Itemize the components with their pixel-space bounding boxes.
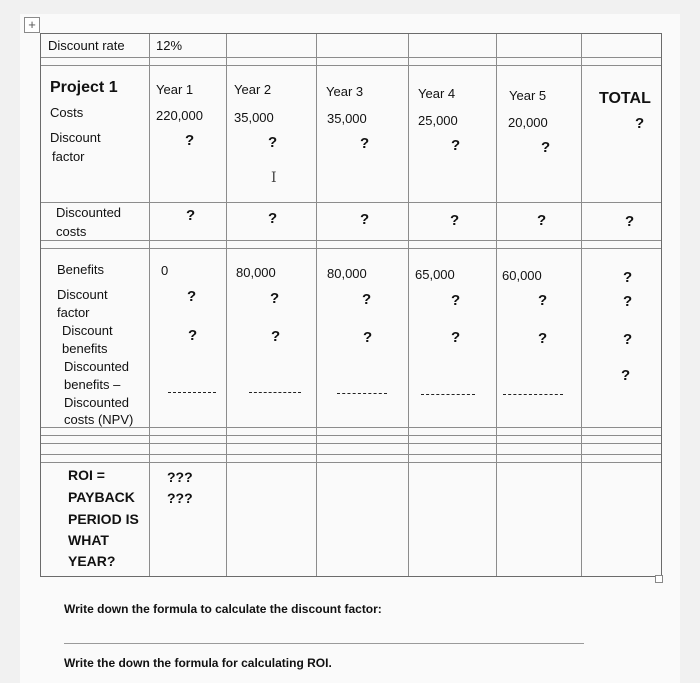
total-header: TOTAL bbox=[599, 90, 651, 107]
discounted-costs-year-5[interactable]: ? bbox=[537, 212, 547, 229]
year-3-header: Year 3 bbox=[326, 84, 364, 99]
npv-year-4-blank[interactable] bbox=[421, 394, 475, 395]
npv-label-4: costs (NPV) bbox=[64, 412, 134, 427]
discount-benefits-year-2[interactable]: ? bbox=[271, 328, 281, 345]
discounted-costs-year-1[interactable]: ? bbox=[186, 207, 196, 224]
roi-label: ROI = bbox=[68, 467, 105, 483]
benefits-factor-label-1: Discount bbox=[57, 287, 108, 302]
benefits-factor-label-2: factor bbox=[57, 305, 90, 320]
discount-factor-label-1: Discount bbox=[50, 130, 101, 145]
year-2-header: Year 2 bbox=[234, 82, 272, 97]
discount-factor-year-4[interactable]: ? bbox=[451, 137, 461, 154]
discount-factor-year-2[interactable]: ? bbox=[268, 134, 278, 151]
discount-benefits-year-5[interactable]: ? bbox=[538, 330, 548, 347]
discount-benefits-label-2: benefits bbox=[62, 341, 108, 356]
costs-total[interactable]: ? bbox=[635, 115, 645, 132]
benefits-total[interactable]: ? bbox=[623, 269, 633, 286]
discount-rate-label: Discount rate bbox=[48, 38, 125, 53]
npv-total[interactable]: ? bbox=[621, 367, 631, 384]
discounted-costs-year-3[interactable]: ? bbox=[360, 211, 370, 228]
npv-year-1-blank[interactable] bbox=[168, 392, 216, 393]
year-1-header: Year 1 bbox=[156, 82, 194, 97]
npv-table bbox=[40, 33, 662, 577]
discounted-costs-total[interactable]: ? bbox=[625, 213, 635, 230]
benefits-year-4[interactable]: 65,000 bbox=[415, 267, 455, 282]
benefits-factor-year-3[interactable]: ? bbox=[362, 291, 372, 308]
discounted-costs-year-4[interactable]: ? bbox=[450, 212, 460, 229]
discount-factor-year-3[interactable]: ? bbox=[360, 135, 370, 152]
npv-label-1: Discounted bbox=[64, 359, 130, 374]
discount-factor-year-5[interactable]: ? bbox=[541, 139, 551, 156]
text-cursor-icon: I bbox=[271, 170, 277, 186]
benefits-factor-year-4[interactable]: ? bbox=[451, 292, 461, 309]
benefits-label: Benefits bbox=[57, 262, 104, 277]
discounted-costs-year-2[interactable]: ? bbox=[268, 210, 278, 227]
costs-year-3[interactable]: 35,000 bbox=[327, 111, 367, 126]
costs-year-5[interactable]: 20,000 bbox=[508, 115, 548, 130]
discount-benefits-year-4[interactable]: ? bbox=[451, 329, 461, 346]
roi-formula-prompt: Write the down the formula for calculating ROI. bbox=[64, 656, 332, 670]
table-resize-handle[interactable] bbox=[655, 575, 663, 583]
benefits-factor-total[interactable]: ? bbox=[623, 293, 633, 310]
discount-benefits-total[interactable]: ? bbox=[623, 331, 633, 348]
payback-value[interactable]: ??? bbox=[167, 490, 193, 506]
payback-label-3: WHAT bbox=[68, 532, 109, 548]
payback-label-4: YEAR? bbox=[68, 553, 116, 569]
benefits-year-2[interactable]: 80,000 bbox=[236, 265, 276, 280]
discount-benefits-label-1: Discount bbox=[62, 323, 113, 338]
benefits-year-3[interactable]: 80,000 bbox=[327, 266, 367, 281]
costs-year-1[interactable]: 220,000 bbox=[156, 108, 203, 123]
benefits-year-1[interactable]: 0 bbox=[161, 263, 169, 278]
benefits-factor-year-5[interactable]: ? bbox=[538, 292, 548, 309]
year-5-header: Year 5 bbox=[509, 88, 547, 103]
npv-label-2: benefits – bbox=[64, 377, 121, 392]
npv-year-3-blank[interactable] bbox=[337, 393, 387, 394]
year-4-header: Year 4 bbox=[418, 86, 456, 101]
discounted-costs-label-2: costs bbox=[56, 224, 87, 239]
project-title: Project 1 bbox=[50, 79, 118, 96]
benefits-factor-year-1[interactable]: ? bbox=[187, 288, 197, 305]
npv-year-5-blank[interactable] bbox=[503, 394, 563, 395]
discount-factor-year-1[interactable]: ? bbox=[185, 132, 195, 149]
discounted-costs-label-1: Discounted bbox=[56, 205, 122, 220]
discount-benefits-year-1[interactable]: ? bbox=[188, 327, 198, 344]
payback-label-1: PAYBACK bbox=[68, 489, 135, 505]
costs-year-4[interactable]: 25,000 bbox=[418, 113, 458, 128]
benefits-year-5[interactable]: 60,000 bbox=[502, 268, 542, 283]
discount-formula-prompt: Write down the formula to calculate the discount factor: bbox=[64, 602, 382, 616]
benefits-factor-year-2[interactable]: ? bbox=[270, 290, 280, 307]
costs-label: Costs bbox=[50, 105, 84, 120]
discount-formula-answer-line[interactable] bbox=[64, 643, 584, 644]
payback-label-2: PERIOD IS bbox=[68, 511, 139, 527]
roi-value[interactable]: ??? bbox=[167, 469, 193, 485]
discount-factor-label-2: factor bbox=[52, 149, 85, 164]
npv-label-3: Discounted bbox=[64, 395, 130, 410]
npv-year-2-blank[interactable] bbox=[249, 392, 301, 393]
discount-benefits-year-3[interactable]: ? bbox=[363, 329, 373, 346]
table-move-handle[interactable]: + bbox=[24, 17, 40, 33]
discount-rate-value[interactable]: 12% bbox=[156, 38, 183, 53]
costs-year-2[interactable]: 35,000 bbox=[234, 110, 274, 125]
